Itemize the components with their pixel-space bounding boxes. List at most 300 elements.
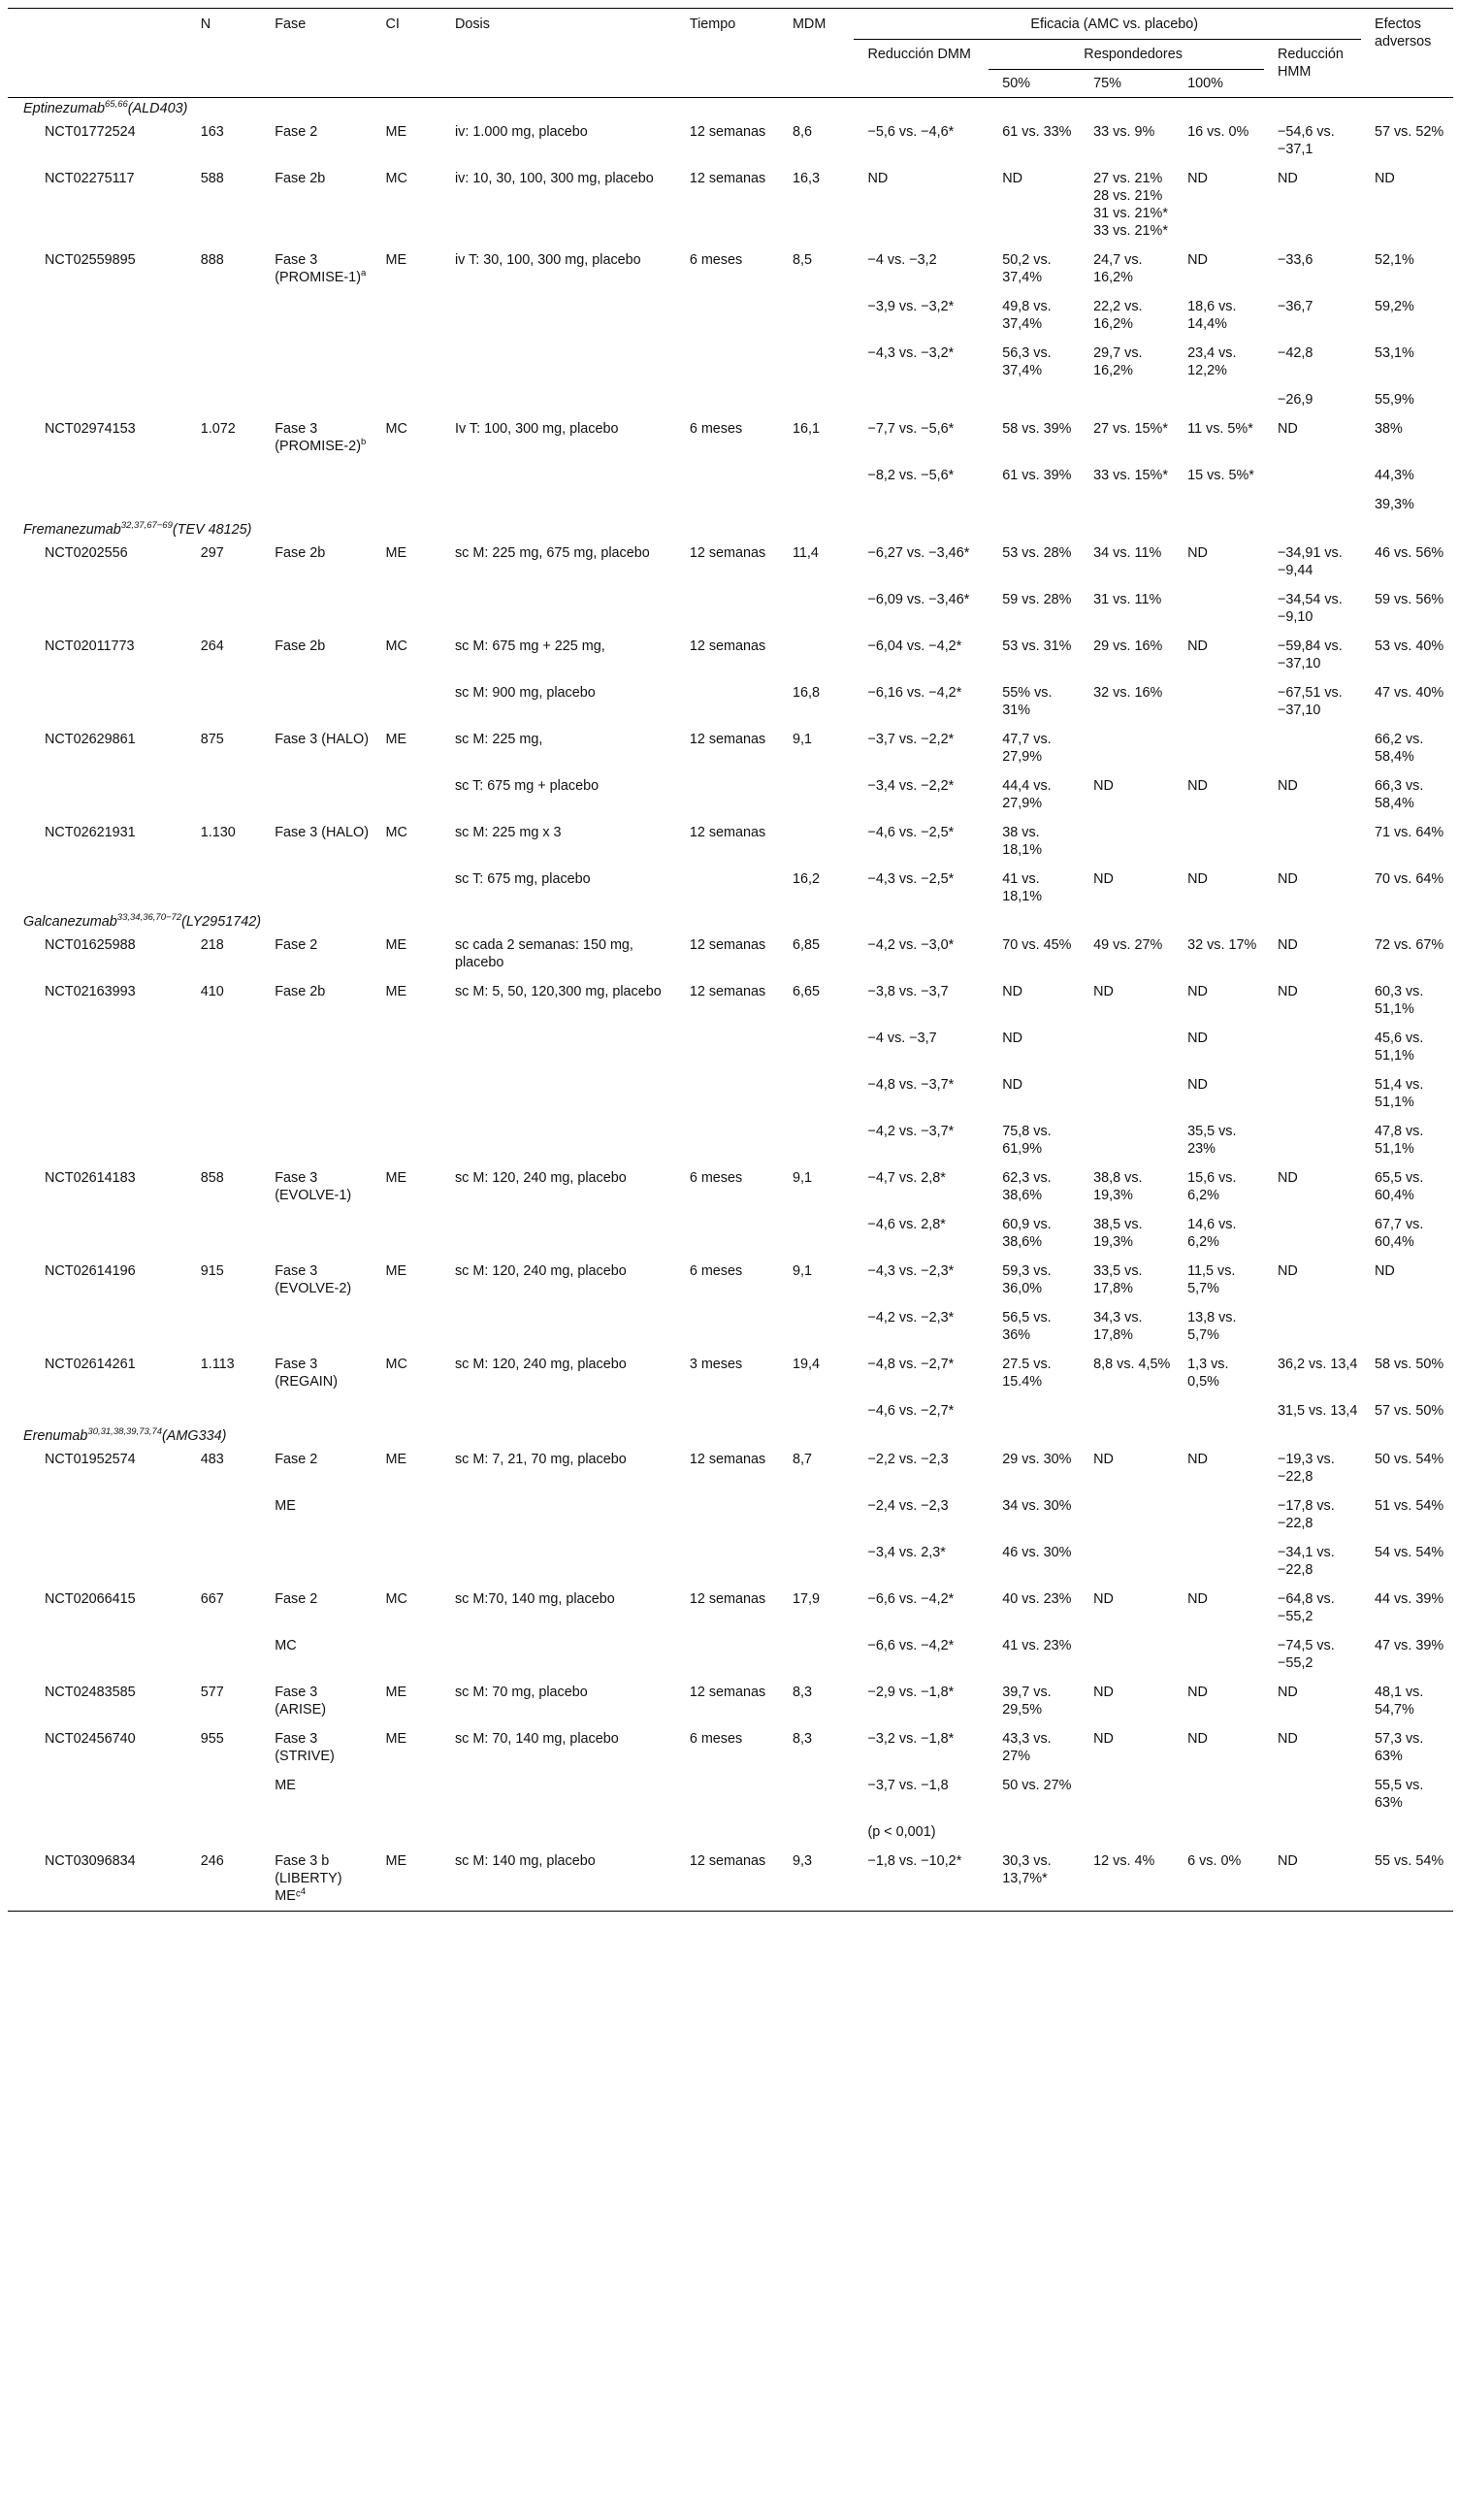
cell-text: 297 [200,545,224,561]
cell-tiempo [676,1817,779,1847]
cell-text: 55% vs. 31% [1002,685,1053,718]
cell-ci [373,771,441,818]
cell-text: 588 [200,171,224,186]
cell-reduccion-dmm [854,1538,989,1585]
cell-text: 62,3 vs. 38,6% [1002,1170,1052,1203]
cell-n [187,461,262,490]
cell-text: 12 semanas [689,1685,766,1700]
cell-text: 1.072 [200,421,236,437]
cell-text: 61 vs. 39% [1002,468,1072,483]
table-row [8,725,1453,771]
cell-text: 66,2 vs. 58,4% [1374,732,1424,765]
cell-text: MC [385,638,407,654]
cell-text: Fase 3 b (LIBERTY) MEᶜ [275,1853,342,1904]
cell-text: Iv T: 100, 300 mg, placebo [454,421,619,437]
cell-resp-100 [1174,1350,1264,1396]
table-row [8,1678,1453,1724]
cell-text: Fase 2 [275,1591,318,1607]
cell-nct [8,1024,187,1070]
cell-mdm [779,1631,855,1678]
cell-efectos-adversos [1361,1771,1453,1817]
cell-text: 8,8 vs. 4,5% [1093,1357,1171,1372]
cell-resp-75 [1080,1771,1174,1817]
drug-references: 30,31,38,39,73,74 [87,1426,163,1438]
cell-text: −6,16 vs. −4,2* [867,685,962,701]
drug-code: (ALD403) [127,101,188,116]
cell-reduccion-hmm [1264,771,1361,818]
cell-ci [373,339,441,385]
cell-resp-50 [989,1724,1080,1771]
cell-text: −3,4 vs. 2,3* [867,1545,946,1560]
cell-text: 59,2% [1374,299,1414,314]
cell-text: 59 vs. 28% [1002,592,1072,607]
cell-fase [261,414,372,461]
cell-mdm [779,1257,855,1303]
cell-resp-100 [1174,1678,1264,1724]
cell-text: 72 vs. 67% [1374,937,1444,953]
cell-text: NCT02614261 [45,1357,136,1372]
cell-dosis [441,414,676,461]
cell-text: −6,04 vs. −4,2* [867,638,962,654]
cell-text: 48,1 vs. 54,7% [1374,1685,1424,1718]
cell-text: NCT02621931 [45,825,136,840]
cell-n [187,678,262,725]
cell-text: 56,3 vs. 37,4% [1002,345,1052,378]
cell-text: 41 vs. 23% [1002,1638,1072,1653]
cell-ci [373,1024,441,1070]
cell-text: 16,3 [792,171,820,186]
cell-efectos-adversos [1361,1817,1453,1847]
cell-mdm [779,1817,855,1847]
table-body [8,98,1453,1912]
cell-n [187,1396,262,1425]
cell-efectos-adversos [1361,931,1453,977]
cell-reduccion-hmm [1264,865,1361,911]
cell-n [187,1631,262,1678]
cell-ci [373,865,441,911]
cell-efectos-adversos [1361,1257,1453,1303]
cell-text: ND [1187,1731,1208,1747]
cell-fase [261,1257,372,1303]
cell-text: 16,2 [792,871,820,887]
cell-text: 11,5 vs. 5,7% [1187,1263,1236,1296]
cell-text: ND [1093,1731,1114,1747]
table-row [8,1585,1453,1631]
cell-text: −4,2 vs. −3,0* [867,937,955,953]
cell-text: ND [1187,1452,1208,1467]
cell-text: NCT02629861 [45,732,136,747]
cell-n [187,585,262,632]
table-header [8,9,1453,98]
cell-text: −3,7 vs. −1,8 [867,1778,949,1793]
cell-reduccion-hmm [1264,1396,1361,1425]
cell-text: 35,5 vs. 23% [1187,1124,1237,1157]
cell-ci [373,461,441,490]
cell-ci [373,1724,441,1771]
cell-dosis [441,1847,676,1912]
cell-tiempo [676,1070,779,1117]
cell-text: 11 vs. 5%* [1187,421,1253,437]
cell-text: ND [1093,1452,1114,1467]
fase-footnote: a [360,268,367,279]
cell-text: 11,4 [792,545,819,561]
header-respondedores-75: 75% [1080,70,1174,98]
drug-name [8,98,1453,118]
cell-n [187,725,262,771]
cell-mdm [779,1396,855,1425]
cell-text: 1.113 [200,1357,235,1372]
cell-resp-75 [1080,1117,1174,1163]
cell-reduccion-hmm [1264,164,1361,245]
table-row [8,1117,1453,1163]
cell-text: 67,7 vs. 60,4% [1374,1217,1424,1250]
cell-text: MC [385,421,407,437]
cell-resp-50 [989,931,1080,977]
cell-nct [8,1538,187,1585]
cell-resp-75 [1080,339,1174,385]
cell-efectos-adversos [1361,977,1453,1024]
cell-reduccion-hmm [1264,1257,1361,1303]
cell-text: NCT02275117 [45,171,135,186]
cell-dosis [441,164,676,245]
cell-text: 9,1 [792,1170,812,1186]
cell-efectos-adversos [1361,1117,1453,1163]
cell-fase [261,117,372,164]
table-row [8,385,1453,414]
cell-resp-100 [1174,117,1264,164]
cell-text: 16,1 [792,421,820,437]
cell-resp-75 [1080,585,1174,632]
cell-resp-100 [1174,725,1264,771]
cell-reduccion-hmm [1264,818,1361,865]
header-n: N [187,9,262,98]
cell-text: MC [385,825,407,840]
cell-text: 53,1% [1374,345,1414,361]
cell-resp-75 [1080,1445,1174,1491]
cell-tiempo [676,1847,779,1912]
cell-fase [261,1350,372,1396]
cell-nct [8,414,187,461]
cell-text: ND [1187,1685,1208,1700]
cell-n [187,539,262,585]
cell-resp-75 [1080,1491,1174,1538]
cell-fase [261,1678,372,1724]
cell-nct [8,632,187,678]
cell-text: ME [385,1853,407,1869]
cell-resp-75 [1080,1257,1174,1303]
cell-text: Fase 3 (PROMISE-2) [275,421,361,454]
cell-resp-75 [1080,1303,1174,1350]
cell-fase [261,245,372,292]
cell-ci [373,977,441,1024]
cell-mdm [779,1350,855,1396]
cell-reduccion-hmm [1264,1631,1361,1678]
cell-text: 46 vs. 30% [1002,1545,1072,1560]
cell-text: ND [1187,871,1208,887]
cell-resp-50 [989,164,1080,245]
cell-text: 14,6 vs. 6,2% [1187,1217,1237,1250]
cell-text: 47 vs. 40% [1374,685,1444,701]
cell-dosis [441,1538,676,1585]
cell-text: 54 vs. 54% [1374,1545,1444,1560]
cell-resp-100 [1174,1117,1264,1163]
cell-resp-100 [1174,1445,1264,1491]
cell-resp-100 [1174,1024,1264,1070]
cell-efectos-adversos [1361,461,1453,490]
cell-text: −4,3 vs. −3,2* [867,345,955,361]
cell-mdm [779,585,855,632]
cell-reduccion-dmm [854,1585,989,1631]
cell-dosis [441,117,676,164]
cell-resp-100 [1174,385,1264,414]
cell-efectos-adversos [1361,1070,1453,1117]
cell-n [187,1847,262,1912]
cell-text: 19,4 [792,1357,820,1372]
cell-nct [8,1724,187,1771]
cell-mdm [779,461,855,490]
cell-text: MC [385,1357,407,1372]
cell-efectos-adversos [1361,292,1453,339]
cell-mdm [779,1724,855,1771]
cell-ci [373,632,441,678]
cell-text: NCT02011773 [45,638,135,654]
cell-text: 16 vs. 0% [1187,124,1249,140]
cell-text: 29 vs. 16% [1093,638,1163,654]
cell-text: ND [1093,984,1114,999]
cell-dosis [441,1724,676,1771]
cell-ci [373,1631,441,1678]
cell-text: MC [385,171,407,186]
cell-text: −1,8 vs. −10,2* [867,1853,962,1869]
cell-resp-75 [1080,1724,1174,1771]
cell-reduccion-dmm [854,977,989,1024]
cell-dosis [441,1445,676,1491]
cell-text: −67,51 vs. −37,10 [1277,685,1343,718]
table-row [8,1445,1453,1491]
cell-reduccion-dmm [854,539,989,585]
cell-ci [373,725,441,771]
cell-dosis [441,1303,676,1350]
cell-text: sc cada 2 semanas: 150 mg, placebo [454,937,633,970]
cell-nct [8,1163,187,1210]
cell-text: ND [1277,937,1298,953]
cell-n [187,245,262,292]
cell-text: 31,5 vs. 13,4 [1277,1403,1358,1419]
cell-text: ME [385,1452,407,1467]
header-reduccion-dmm: Reducción DMM [854,40,989,98]
cell-mdm [779,865,855,911]
cell-text: ME [385,1685,407,1700]
cell-fase [261,292,372,339]
cell-efectos-adversos [1361,1847,1453,1912]
cell-efectos-adversos [1361,1678,1453,1724]
cell-text: −4,6 vs. −2,5* [867,825,955,840]
cell-resp-75 [1080,1585,1174,1631]
cell-text: 246 [200,1853,224,1869]
table-row [8,585,1453,632]
cell-tiempo [676,539,779,585]
cell-tiempo [676,1210,779,1257]
cell-tiempo [676,164,779,245]
cell-reduccion-hmm [1264,245,1361,292]
cell-text: 55,5 vs. 63% [1374,1778,1424,1811]
cell-text: 38,8 vs. 19,3% [1093,1170,1143,1203]
cell-reduccion-dmm [854,632,989,678]
cell-reduccion-hmm [1264,117,1361,164]
cell-fase [261,490,372,519]
cell-text: 22,2 vs. 16,2% [1093,299,1143,332]
drug-name [8,1425,1453,1445]
cell-text: ND [1277,1263,1298,1279]
cell-text: 75,8 vs. 61,9% [1002,1124,1052,1157]
cell-fase [261,385,372,414]
cell-fase [261,1631,372,1678]
drug-name [8,519,1453,539]
cell-resp-75 [1080,931,1174,977]
cell-text: Fase 3 (PROMISE-1) [275,252,361,285]
cell-mdm [779,771,855,818]
cell-tiempo [676,585,779,632]
cell-tiempo [676,339,779,385]
cell-mdm [779,725,855,771]
cell-text: ND [1002,171,1023,186]
cell-reduccion-dmm [854,1163,989,1210]
cell-dosis [441,725,676,771]
cell-text: 6 vs. 0% [1187,1853,1242,1869]
cell-reduccion-dmm [854,1257,989,1303]
cell-dosis [441,490,676,519]
cell-text: −34,1 vs. −22,8 [1277,1545,1335,1578]
cell-text: 8,6 [792,124,812,140]
cell-nct [8,1847,187,1912]
cell-text: 47,7 vs. 27,9% [1002,732,1052,765]
cell-reduccion-dmm [854,1117,989,1163]
cell-dosis [441,931,676,977]
cell-ci [373,292,441,339]
cell-resp-75 [1080,725,1174,771]
cell-resp-50 [989,1257,1080,1303]
drug-name-text: Fremanezumab [23,522,121,538]
cell-dosis [441,1210,676,1257]
cell-tiempo [676,1117,779,1163]
cell-tiempo [676,1678,779,1724]
cell-text: 43,3 vs. 27% [1002,1731,1052,1764]
cell-nct [8,1350,187,1396]
cell-text: 33,5 vs. 17,8% [1093,1263,1143,1296]
table-row [8,931,1453,977]
cell-text: ND [1002,1077,1023,1093]
cell-text: 49,8 vs. 37,4% [1002,299,1052,332]
cell-resp-100 [1174,1631,1264,1678]
cell-text: 58 vs. 39% [1002,421,1072,437]
cell-resp-50 [989,818,1080,865]
cell-text: NCT02456740 [45,1731,136,1747]
cell-n [187,490,262,519]
cell-text: 41 vs. 18,1% [1002,871,1043,904]
cell-nct [8,1585,187,1631]
drug-group-row [8,1425,1453,1445]
cell-text: NCT02559895 [45,252,136,268]
cell-text: 51 vs. 54% [1374,1498,1444,1514]
table-row [8,1396,1453,1425]
cell-resp-100 [1174,931,1264,977]
cell-reduccion-hmm [1264,1847,1361,1912]
cell-text: 6 meses [689,1170,743,1186]
cell-resp-100 [1174,414,1264,461]
cell-tiempo [676,771,779,818]
cell-text: ND [1187,1077,1208,1093]
cell-mdm [779,1117,855,1163]
cell-mdm [779,385,855,414]
cell-text: −4,6 vs. −2,7* [867,1403,955,1419]
cell-n [187,1491,262,1538]
cell-resp-100 [1174,292,1264,339]
header-respondedores: Respondedores [989,40,1264,70]
cell-resp-50 [989,385,1080,414]
cell-nct [8,585,187,632]
cell-mdm [779,164,855,245]
cell-reduccion-hmm [1264,725,1361,771]
cell-text: 50 vs. 54% [1374,1452,1444,1467]
cell-text: Fase 2b [275,545,326,561]
cell-mdm [779,339,855,385]
cell-text: 12 semanas [689,124,766,140]
cell-text: −4,3 vs. −2,5* [867,871,955,887]
cell-reduccion-hmm [1264,1445,1361,1491]
cell-text: 667 [200,1591,224,1607]
cell-text: 38% [1374,421,1403,437]
cell-text: −7,7 vs. −5,6* [867,421,955,437]
cell-text: (p < 0,001) [867,1824,936,1840]
cell-dosis [441,1585,676,1631]
cell-resp-50 [989,339,1080,385]
cell-dosis [441,1350,676,1396]
cell-text: 61 vs. 33% [1002,124,1072,140]
cell-mdm [779,1678,855,1724]
table-row [8,1257,1453,1303]
cell-reduccion-dmm [854,1445,989,1491]
cell-ci [373,678,441,725]
cell-fase [261,1024,372,1070]
cell-text: ND [1277,1685,1298,1700]
cell-resp-50 [989,1070,1080,1117]
cell-resp-100 [1174,1771,1264,1817]
cell-resp-75 [1080,164,1174,245]
cell-resp-75 [1080,461,1174,490]
cell-fase [261,164,372,245]
cell-text: −3,7 vs. −2,2* [867,732,955,747]
cell-text: ND [1277,1170,1298,1186]
cell-text: 40 vs. 23% [1002,1591,1072,1607]
cell-text: NCT02974153 [45,421,136,437]
cell-n [187,1724,262,1771]
cell-text: ND [1093,1591,1114,1607]
cell-resp-50 [989,1491,1080,1538]
cell-resp-75 [1080,1396,1174,1425]
cell-resp-50 [989,1303,1080,1350]
table-row [8,818,1453,865]
cell-mdm [779,414,855,461]
cell-dosis [441,539,676,585]
cell-text: 27 vs. 21% 28 vs. 21% 31 vs. 21%* 33 vs. 21%* [1093,171,1168,239]
cell-ci [373,1445,441,1491]
cell-text: ME [385,252,407,268]
cell-text: MC [385,1591,407,1607]
cell-mdm [779,1771,855,1817]
cell-text: −54,6 vs. −37,1 [1277,124,1335,157]
cell-mdm [779,1585,855,1631]
cell-text: sc M: 7, 21, 70 mg, placebo [454,1452,627,1467]
